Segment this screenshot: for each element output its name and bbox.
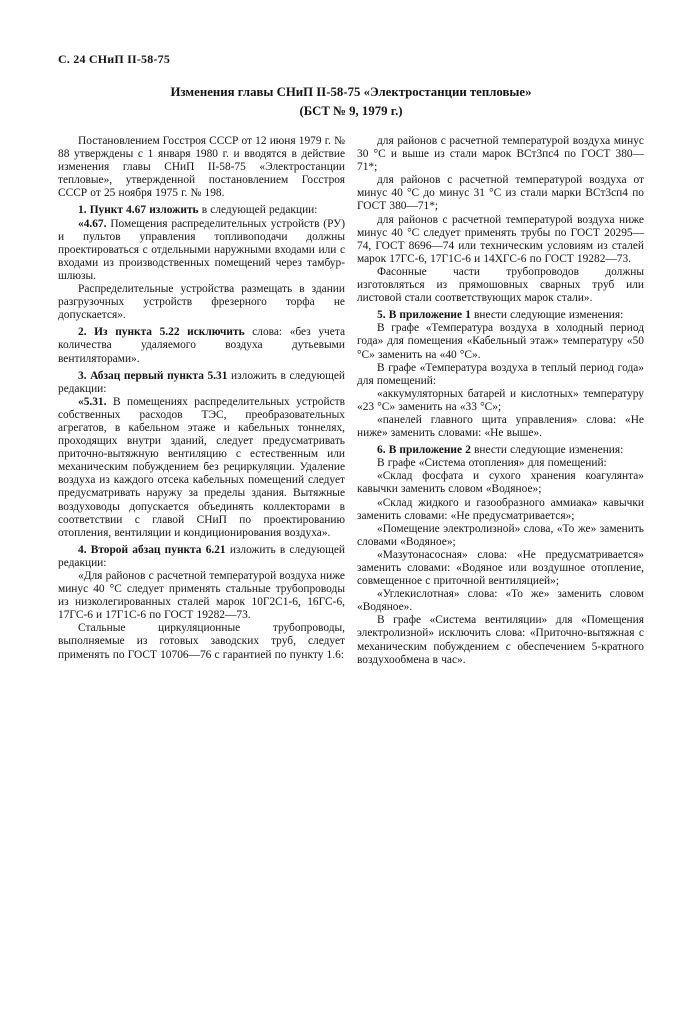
paragraph bbox=[58, 326, 345, 365]
paragraph-text-run: для районов с расчетной температурой воздуха минус 30 °С и выше из стали марок ВСт3пс4 по ГОСТ 380—71*; bbox=[357, 135, 644, 174]
paragraph-text-run: Распределительные устройства размещать в здании разгрузочных устройств фрезерного торфа не допускается». bbox=[58, 283, 345, 322]
paragraph-text-run: «Углекислотная» слова: «То же» заменить словом «Водяное». bbox=[357, 588, 644, 614]
paragraph bbox=[357, 614, 644, 666]
paragraph bbox=[58, 370, 345, 396]
paragraph bbox=[357, 549, 644, 588]
paragraph-bold-run: 2. Из пункта 5.22 исключить bbox=[78, 326, 245, 339]
paragraph bbox=[357, 362, 644, 388]
document-title bbox=[58, 83, 644, 121]
paragraph bbox=[357, 174, 644, 213]
paragraph bbox=[357, 497, 644, 523]
paragraph bbox=[357, 135, 644, 174]
paragraph-bold-run: 5. В приложение 1 bbox=[377, 309, 471, 322]
paragraph-bold-run: 1. Пункт 4.67 изложить bbox=[78, 204, 199, 217]
paragraph-text-run: «Помещение электролизной» слова, «То же» заменить словами «Водяное»; bbox=[357, 522, 644, 548]
paragraph-text-run: Стальные циркуляционные трубопроводы, выполняемые из готовых заводских труб, следует применять по ГОСТ 10706—76 с гарантией по пункту 1.6: bbox=[58, 622, 345, 661]
paragraph-text-run: В помещениях распределительных устройств собственных расходов ТЭС, преобразовательных агрегатов, в кабельном этаже и кабельных тоннелях, проходящих внутри зданий, следует предусматривать приточно-вытяжную вентиляцию с естественным или механическим побуждением без рециркуляции. Удаление воздуха из каждого отсека кабельных помещений следует предусматривать наружу за пределы здания. Вытяжные воздуховоды допускается объединять коллекторами в соответствии с главой СНиП по проектированию отопления, вентиляции и кондиционирования воздуха». bbox=[58, 395, 345, 539]
paragraph-text-run: В графе «Температура воздуха в холодный период года» для помещения «Кабельный этаж» температуру «50 °С» заменить на «40 °С». bbox=[357, 322, 644, 361]
paragraph bbox=[357, 388, 644, 414]
paragraph-bold-run: 4. Второй абзац пункта 6.21 bbox=[78, 543, 226, 556]
paragraph-text-run: изложить в следующей редакции: bbox=[58, 369, 346, 395]
paragraph-text-run: В графе «Система отопления» для помещений: bbox=[377, 457, 607, 470]
paragraph-text-run: в следующей редакции: bbox=[198, 204, 318, 217]
paragraph bbox=[357, 588, 644, 614]
paragraph-text-run: для районов с расчетной температурой воздуха ниже минус 40 °С следует применять трубы по ГОСТ 20295—74, ГОСТ 8696—74 или техническим условиям из сталей марок 17ГС-6, 17Г1С-6 и 14ХГС-6 по ГОСТ 19282—73. bbox=[357, 213, 644, 265]
paragraph bbox=[357, 470, 644, 496]
right-column bbox=[357, 135, 644, 667]
paragraph-bold-run: 3. Абзац первый пункта 5.31 bbox=[78, 369, 228, 382]
paragraph-text-run: внести следующие изменения: bbox=[470, 309, 624, 322]
paragraph-bold-run: «5.31. bbox=[78, 395, 107, 408]
document-title-line1: Изменения главы СНиП II-58-75 «Электростанции тепловые» bbox=[170, 85, 532, 99]
paragraph-text-run: В графе «Система вентиляции» для «Помещения электролизной» исключить слова: «Приточно-вытяжная с механическим побуждением с обеспечением 5-кратного воздухообмена в час». bbox=[357, 614, 644, 666]
paragraph bbox=[58, 204, 345, 217]
paragraph-text-run: Помещения распределительных устройств (РУ) и пультов управления топливоподачи должны проектироваться с отдельными наружными входами или с входами из производственных помещений через тамбур-шлюзы. bbox=[58, 217, 345, 282]
paragraph-text-run: «Склад фосфата и сухого хранения коагулянта» кавычки заменить словом «Водяное»; bbox=[357, 470, 644, 496]
paragraph-text-run: «Склад жидкого и газообразного аммиака» кавычки заменить словами: «Не предусматривается»; bbox=[357, 496, 644, 522]
paragraph bbox=[58, 135, 345, 200]
paragraph-text-run: «Для районов с расчетной температурой воздуха ниже минус 40 °С следует применять стальные трубопроводы из низколегированных сталей марок 10Г2С1-6, 16ГС-6, 17ГС-6 и 17Г1С-6 по ГОСТ 19282—73. bbox=[58, 570, 345, 622]
paragraph-text-run: В графе «Температура воздуха в теплый период года» для помещений: bbox=[357, 361, 644, 387]
paragraph-text-run: «аккумуляторных батарей и кислотных» температуру «23 °С» заменить на «33 °С»; bbox=[357, 387, 644, 413]
paragraph-text-run: Фасонные части трубопроводов должны изготовляться из прямошовных сварных труб или листовой стали соответствующих марок стали». bbox=[357, 265, 644, 305]
paragraph bbox=[357, 309, 644, 322]
paragraph-text-run: внести следующие изменения: bbox=[470, 444, 624, 457]
paragraph bbox=[357, 414, 644, 440]
paragraph bbox=[58, 283, 345, 322]
paragraph-text-run: слова: «без учета количества удаляемого воздуха дутьевыми вентиляторами». bbox=[58, 326, 345, 365]
paragraph-bold-run: «4.67. bbox=[78, 217, 107, 230]
paragraph bbox=[357, 457, 644, 470]
paragraph bbox=[58, 544, 345, 570]
paragraph bbox=[58, 622, 345, 661]
paragraph-text-run: «Мазутонасосная» слова: «Не предусматривается» заменить словами: «Водяное или воздушное отопление, совмещенное с приточной вентиляцией»; bbox=[357, 548, 644, 588]
document-title-line2: (БСТ № 9, 1979 г.) bbox=[299, 104, 403, 118]
paragraph bbox=[357, 322, 644, 361]
paragraph bbox=[357, 214, 644, 266]
text-columns bbox=[58, 135, 644, 667]
paragraph-text-run: Постановлением Госстроя СССР от 12 июня 1979 г. № 88 утверждены с 1 января 1980 г. и вводятся в действие изменения главы СНиП II-58-75 «Электростанции тепловые», утвержденной постановлением Госстроя СССР от 25 ноября 1975 г. № 198. bbox=[58, 135, 345, 200]
paragraph-text-run: изложить в следующей редакции: bbox=[58, 543, 345, 569]
paragraph bbox=[357, 523, 644, 549]
paragraph bbox=[58, 396, 345, 540]
paragraph-text-run: для районов с расчетной температурой воздуха от минус 40 °С до минус 31 °С из стали марки ВСт3сп4 по ГОСТ 380—71*; bbox=[357, 174, 644, 213]
left-column bbox=[58, 135, 345, 667]
paragraph bbox=[357, 266, 644, 305]
paragraph bbox=[58, 218, 345, 283]
paragraph bbox=[357, 444, 644, 457]
paragraph-bold-run: 6. В приложение 2 bbox=[377, 444, 471, 457]
paragraph bbox=[58, 570, 345, 622]
paragraph-text-run: «панелей главного щита управления» слова: «Не ниже» заменить словами: «Не выше». bbox=[357, 413, 644, 440]
running-head: С. 24 СНиП II-58-75 bbox=[58, 52, 171, 66]
